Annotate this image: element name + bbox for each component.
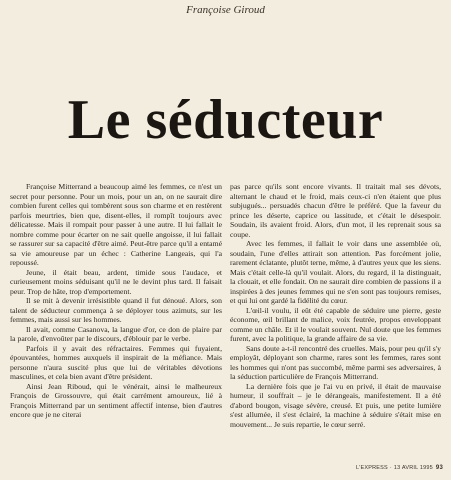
paragraph: Sans doute a-t-il rencontré des cruelles. Mais, pour peu qu'il s'y employât, déployant son charme, rares sont les femmes, rares sont les hommes qui n'ont pas succombé, même parmi ses adversaires, à la séduction particulière de François Mitterrand. (230, 343, 441, 381)
paragraph: Il avait, comme Casanova, la langue d'or, ce don de plaire par la parole, d'envoûter par le discours, d'éblouir par le verbe. (10, 324, 222, 343)
author-byline: Françoise Giroud (186, 4, 265, 16)
article-title: Le séducteur (67, 89, 384, 151)
article-column-right (230, 182, 441, 429)
paragraph: pas parce qu'ils sont encore vivants. Il traitait mal ses dévots, alternant le chaud et le froid, mais ceux-ci n'en étaient que plus subjugués... persuadés chacun d'être le préféré. Que la faveur du prince les déserte, caprice ou lassitude, et c'était le désespoir. Soudain, ils avaient froid. Alors, d'un mot, il les reprenait sous sa coupe. (230, 182, 441, 239)
paragraph: Jeune, il était beau, ardent, timide sous l'audace, et curieusement moins séduisant qu'il ne le devint plus tard. Il faisait peur. Trop de hâte, trop d'emportement. (10, 267, 222, 296)
paragraph: Il se mit à devenir irrésistible quand il fut dénoué. Alors, son talent de séducteur commença à se déployer tous azimuts, sur les femmes, mais aussi sur les hommes. (10, 296, 222, 324)
page-number: 93 (435, 465, 443, 471)
publication-name: L'EXPRESS (355, 465, 388, 471)
paragraph: Françoise Mitterrand a beaucoup aimé les femmes, ce n'est un secret pour personne. Pour un mois, pour un an, on ne saurait dire combien furent celles qui tombèrent sous son charme et en restèrent parfois meurtries, bien que, disent-elles, il rompît toujours avec délicatesse. Mais il rompait pour passer à une autre. Il lui fallait le nombre comme pour écarter on ne sait quelle angoisse, il lui fallait se rassurer sur sa capacité d'être aimé. Peut-être parce qu'il a entamé sa vie amoureuse par un échec : Catherine Langeais, qui l'a repoussé. (10, 182, 222, 267)
paragraph: Avec les femmes, il fallait le voir dans une assemblée où, soudain, l'une d'elles attirait son attention. Pas forcément jolie, rarement éclatante, plutôt terne, même, à d'autres yeux que les siens. Mais c'était celle-là qu'il voulait. Alors, du regard, il la distinguait, la clouait, et elle fondait. On ne saurait dire combien de passions il a inspirées à des jeunes femmes qui ne s'en sont pas toujours remises, et qui lui ont gardé la fidélité du cœur. (230, 239, 441, 305)
paragraph: La dernière fois que je l'ai vu en privé, il était de mauvaise humeur, il souffrait – je le dérangeais, manifestement. Il a été d'abord bougon, visage sévère, creusé. Et puis, une petite lumière s'est allumée, il s'est éclairé, la machine à séduire s'était mise en mouvement... Je suis repartie, le cœur serré. (230, 381, 441, 429)
footer-separator: · (389, 465, 392, 471)
issue-date: 13 AVRIL 1995 (393, 465, 433, 471)
paragraph: Ainsi Jean Riboud, qui le vénérait, ainsi le malheureux François de Grossouvre, qui était carrément amoureux, lié à François Mitterrand par un sentiment affectif intense, bien d'autres encore que je ne citerai (10, 381, 222, 419)
article-column-left (10, 182, 222, 420)
page-footer (356, 465, 443, 471)
paragraph: L'œil-il voulu, il eût été capable de séduire une pierre, geste économe, œil brillant de malice, voix feutrée, propos enveloppant comme un châle. Et il le voulait souvent. Nul doute que les femmes furent, avec la politique, la grande affaire de sa vie. (230, 305, 441, 343)
paragraph: Parfois il y avait des réfractaires. Femmes qui fuyaient, épouvantées, hommes auxquels il inspirait de la méfiance. Mais personne n'aura suscité plus que lui de véritables dévotions masculines, et cela bien avant d'être président. (10, 343, 222, 381)
